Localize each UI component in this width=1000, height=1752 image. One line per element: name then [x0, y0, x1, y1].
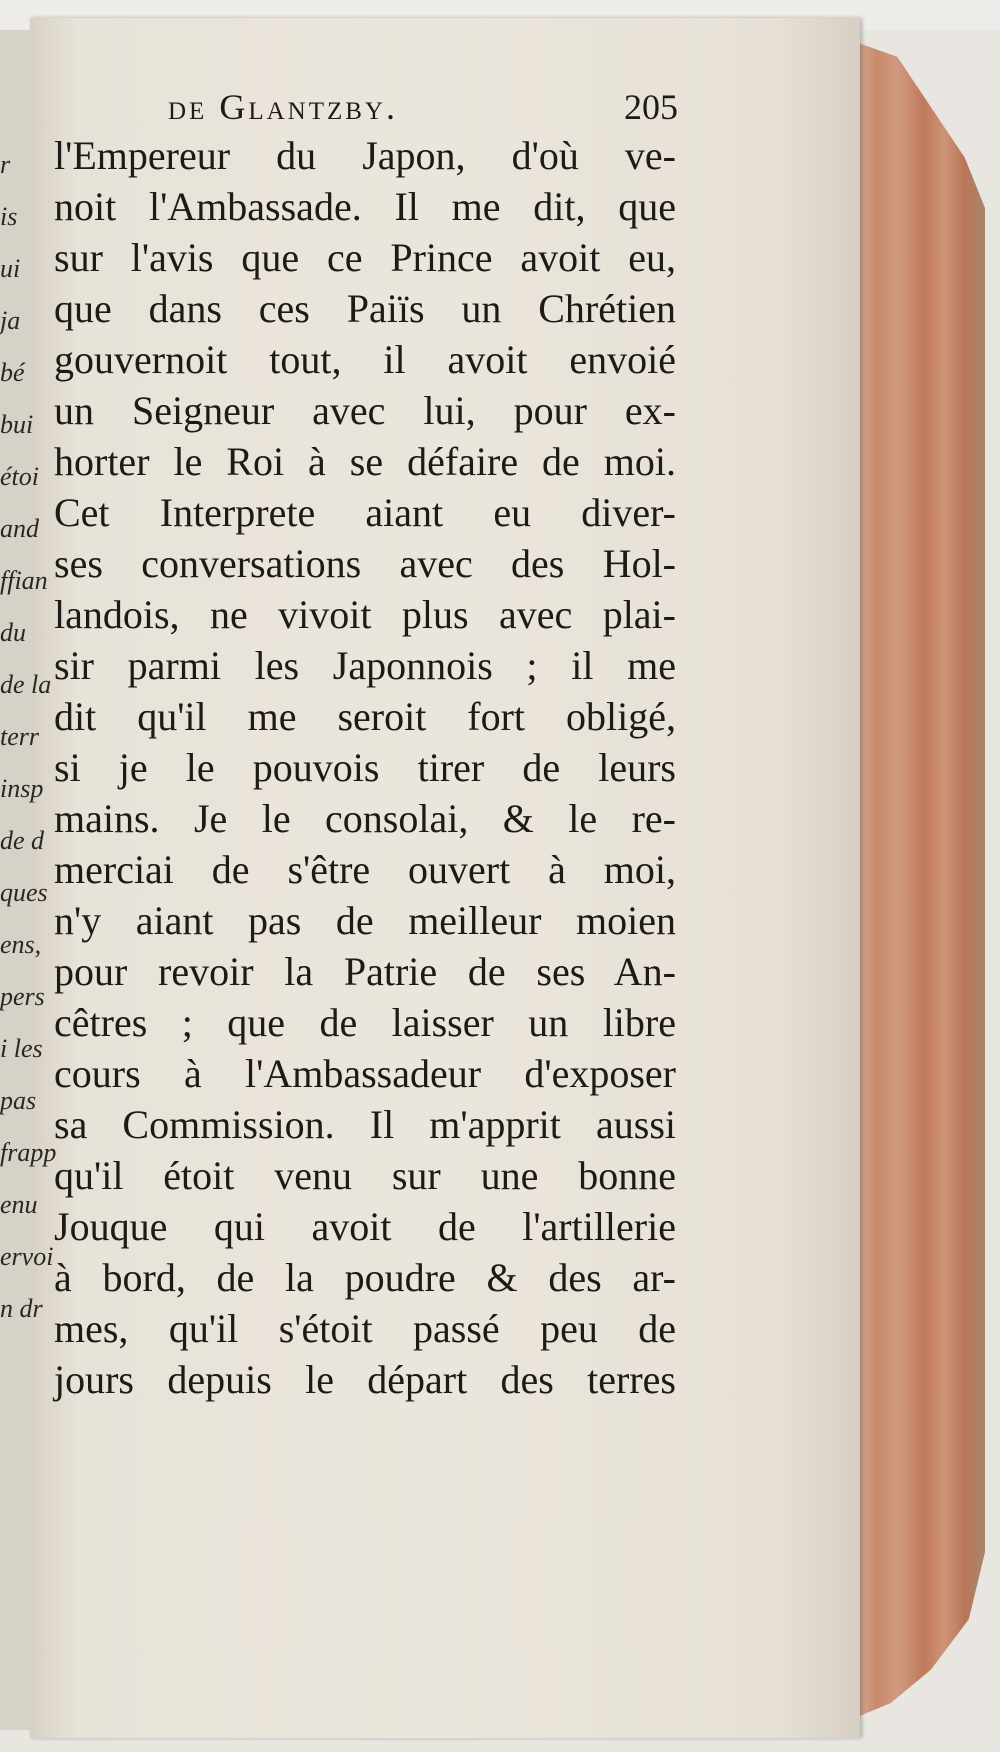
facing-page-fragment: r — [0, 150, 11, 179]
text-line: cours à l'Ambassadeur d'exposer — [54, 1051, 676, 1096]
text-line: Cet Interprete aiant eu diver- — [54, 490, 676, 535]
text-line: pour revoir la Patrie de ses An- — [54, 949, 676, 994]
text-line: jours depuis le départ des terres — [54, 1357, 676, 1402]
facing-page-fragment: insp — [0, 774, 44, 803]
facing-page-fragment: ui — [0, 254, 21, 283]
text-line: noit l'Ambassade. Il me dit, que — [54, 184, 676, 229]
facing-page-fragment: ervoi — [0, 1242, 54, 1271]
text-line: Jouque qui avoit de l'artillerie — [54, 1204, 676, 1249]
text-line: horter le Roi à se défaire de moi. — [54, 439, 676, 484]
facing-page-fragment: ja — [0, 306, 21, 335]
facing-page — [0, 30, 57, 1730]
text-line: cêtres ; que de laisser un libre — [54, 1000, 676, 1045]
running-header — [168, 86, 678, 130]
facing-page-fragment: terr — [0, 722, 39, 751]
page-edges — [850, 40, 985, 1720]
facing-page-fragment: is — [0, 202, 18, 231]
text-line: qu'il étoit venu sur une bonne — [54, 1153, 676, 1198]
facing-page-fragment: du — [0, 618, 26, 647]
text-line: à bord, de la poudre & des ar- — [54, 1255, 676, 1300]
body-text — [54, 130, 676, 1405]
facing-page-fragment: ffian — [0, 566, 48, 595]
facing-page-fragment: n dr — [0, 1294, 43, 1323]
facing-page-fragment: ques — [0, 878, 48, 907]
text-line: merciai de s'être ouvert à moi, — [54, 847, 676, 892]
running-title: de Glantzby. — [168, 87, 398, 127]
facing-page-fragment: enu — [0, 1190, 38, 1219]
text-line: dit qu'il me seroit fort obligé, — [54, 694, 676, 739]
facing-page-fragment: étoi — [0, 462, 39, 491]
text-line: ses conversations avec des Hol- — [54, 541, 676, 586]
text-line: mes, qu'il s'étoit passé peu de — [54, 1306, 676, 1351]
text-line: n'y aiant pas de meilleur moien — [54, 898, 676, 943]
facing-page-fragment: de la — [0, 670, 52, 699]
facing-page-fragment: pers — [0, 982, 45, 1011]
facing-page-fragment: de d — [0, 826, 45, 855]
text-line: que dans ces Paiïs un Chrétien — [54, 286, 676, 331]
text-line: sir parmi les Japonnois ; il me — [54, 643, 676, 688]
text-line: un Seigneur avec lui, pour ex- — [54, 388, 676, 433]
facing-page-fragment: i les — [0, 1034, 43, 1063]
text-line: landois, ne vivoit plus avec plai- — [54, 592, 676, 637]
text-line: mains. Je le consolai, & le re- — [54, 796, 676, 841]
text-line: sur l'avis que ce Prince avoit eu, — [54, 235, 676, 280]
text-line: l'Empereur du Japon, d'où ve- — [54, 133, 676, 178]
page-number: 205 — [624, 87, 678, 127]
facing-page-fragment: pas — [0, 1086, 37, 1115]
text-line: sa Commission. Il m'apprit aussi — [54, 1102, 676, 1147]
facing-page-fragment: bé — [0, 358, 25, 387]
text-line: gouvernoit tout, il avoit envoié — [54, 337, 676, 382]
text-line: si je le pouvois tirer de leurs — [54, 745, 676, 790]
facing-page-fragment: frapp — [0, 1138, 57, 1167]
facing-page-fragment: bui — [0, 410, 34, 439]
facing-page-fragment: and — [0, 514, 39, 543]
facing-page-fragment: ens, — [0, 930, 42, 959]
